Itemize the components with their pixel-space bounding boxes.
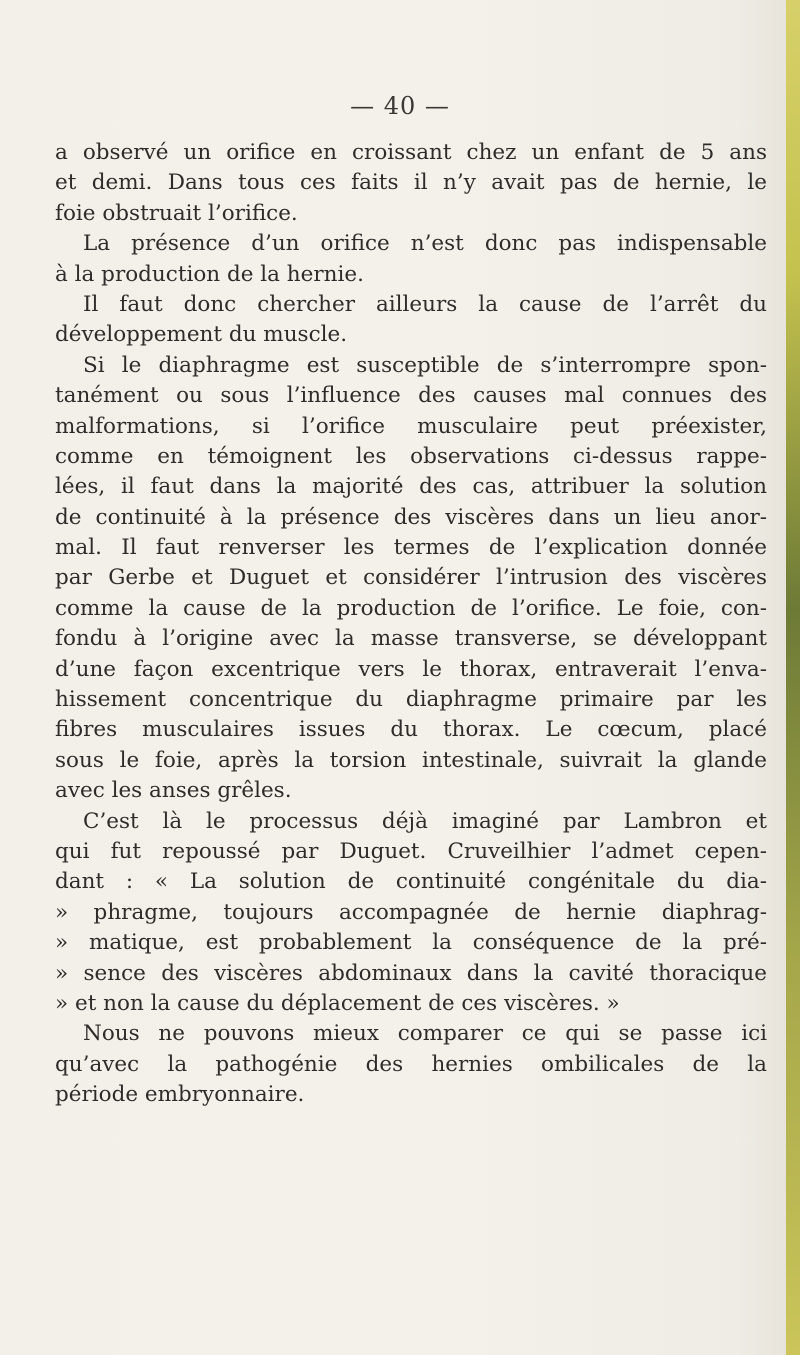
text-line: et demi. Dans tous ces faits il n’y avait pas de hernie, le xyxy=(55,170,767,196)
page-edge xyxy=(786,0,800,1355)
text-line: Si le diaphragme est susceptible de s’interrompre spon- xyxy=(83,352,767,378)
text-line: » matique, est probablement la conséquence de la pré- xyxy=(55,930,767,956)
text-line: de continuité à la présence des viscères dans un lieu anor- xyxy=(55,504,767,530)
body-text xyxy=(55,138,767,1111)
text-line: avec les anses grêles. xyxy=(55,778,292,804)
text-line: malformations, si l’orifice musculaire peut préexister, xyxy=(55,413,767,439)
text-line: dant : « La solution de continuité congénitale du dia- xyxy=(55,869,767,895)
text-line: Nous ne pouvons mieux comparer ce qui se passe ici xyxy=(83,1021,767,1047)
page-number: — 40 — xyxy=(350,92,450,120)
text-line: comme en témoignent les observations ci-dessus rappe- xyxy=(55,443,767,469)
text-line: par Gerbe et Duguet et considérer l’intrusion des viscères xyxy=(55,565,767,591)
text-line: » phragme, toujours accompagnée de hernie diaphrag- xyxy=(55,899,767,925)
text-line: période embryonnaire. xyxy=(55,1082,305,1108)
text-line: foie obstruait l’orifice. xyxy=(55,200,298,226)
text-line: sous le foie, après la torsion intestinale, suivrait la glande xyxy=(55,747,767,773)
text-line: comme la cause de la production de l’orifice. Le foie, con- xyxy=(55,595,767,621)
text-line: qu’avec la pathogénie des hernies ombilicales de la xyxy=(55,1051,767,1077)
text-line: Il faut donc chercher ailleurs la cause de l’arrêt du xyxy=(83,291,767,317)
text-line: d’une façon excentrique vers le thorax, entraverait l’enva- xyxy=(55,656,767,682)
text-line: tanément ou sous l’influence des causes mal connues des xyxy=(55,383,767,409)
text-line: qui fut repoussé par Duguet. Cruveilhier l’admet cepen- xyxy=(55,838,767,864)
text-line: développement du muscle. xyxy=(55,322,348,348)
text-line: a observé un orifice en croissant chez un enfant de 5 ans xyxy=(55,140,767,165)
text-line: La présence d’un orifice n’est donc pas indispensable xyxy=(83,231,767,257)
text-line: lées, il faut dans la majorité des cas, attribuer la solution xyxy=(55,474,767,500)
text-line: hissement concentrique du diaphragme primaire par les xyxy=(55,687,767,713)
text-line: fondu à l’origine avec la masse transverse, se développant xyxy=(55,626,767,652)
text-line: C’est là le processus déjà imaginé par Lambron et xyxy=(83,808,767,834)
text-line: » sence des viscères abdominaux dans la cavité thoracique xyxy=(55,960,767,986)
text-line: » et non la cause du déplacement de ces viscères. » xyxy=(55,990,620,1016)
text-line: à la production de la hernie. xyxy=(55,261,364,287)
text-line: mal. Il faut renverser les termes de l’explication donnée xyxy=(55,535,767,561)
text-line: fibres musculaires issues du thorax. Le cœcum, placé xyxy=(55,717,767,743)
